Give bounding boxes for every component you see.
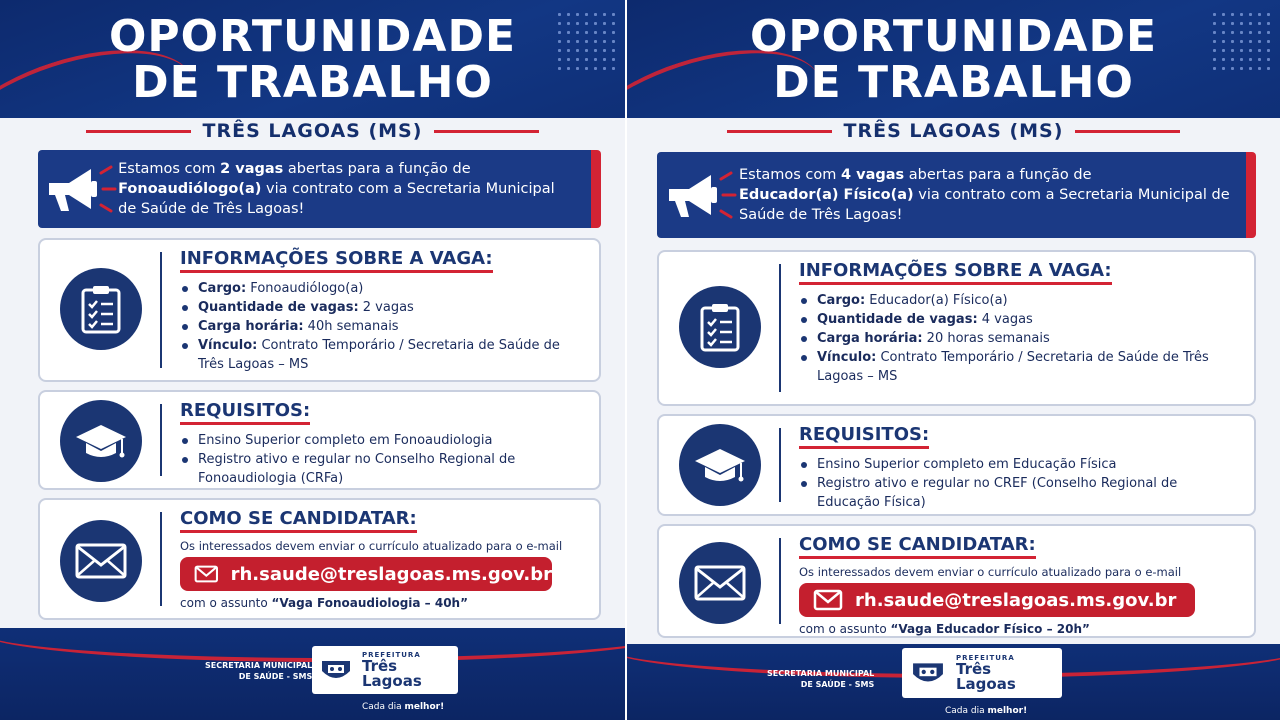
info-heading: INFORMAÇÕES SOBRE A VAGA: (799, 260, 1112, 285)
cargo-label: Cargo: (817, 293, 866, 308)
slogan (945, 706, 1280, 716)
apply-heading: COMO SE CANDIDATAR: (180, 508, 417, 533)
banner-mid: abertas para a função de (283, 161, 471, 177)
logo-lagoas: Lagoas (956, 675, 1016, 693)
vinculo-label: Vínculo: (198, 338, 258, 353)
poster-footer (627, 644, 1280, 720)
list-item (799, 348, 1242, 386)
carga-label: Carga horária: (198, 319, 304, 334)
graduation-cap-icon (60, 400, 142, 482)
logo-prefeitura: PREFEITURA (362, 651, 421, 659)
qtd-label: Quantidade de vagas: (817, 312, 978, 327)
info-list (799, 291, 1242, 386)
sec-line-2: DE SAÚDE - SMS (800, 680, 875, 689)
megaphone-icon (657, 152, 739, 238)
red-divider (86, 130, 191, 133)
logo-text (362, 651, 422, 689)
poster-title (0, 11, 625, 108)
logo-prefeitura: PREFEITURA (956, 654, 1015, 662)
poster-footer (0, 628, 625, 720)
prefeitura-logo (312, 646, 458, 694)
requirements-card (38, 390, 601, 490)
apply-heading: COMO SE CANDIDATAR: (799, 534, 1036, 559)
banner-post: via contrato com a Secretaria Municipal de Saúde de Três Lagoas! (738, 187, 1230, 223)
carga-value: 20 horas semanais (922, 331, 1050, 346)
red-divider (434, 130, 539, 133)
city-crest-icon (908, 657, 948, 689)
info-heading: INFORMAÇÕES SOBRE A VAGA: (180, 248, 493, 273)
logo-tres: Três (956, 660, 992, 678)
sec-line-2: DE SAÚDE - SMS (238, 672, 313, 681)
requirements-content (180, 400, 587, 488)
city-line (0, 118, 625, 144)
sec-line-1: SECRETARIA MUNICIPAL (767, 669, 875, 678)
list-item (799, 310, 1242, 329)
poster-header (627, 0, 1280, 118)
subject-pre: com o assunto (180, 596, 272, 610)
email-address: rh.saude@treslagoas.ms.gov.br (230, 563, 552, 585)
title-line-1: OPORTUNIDADE (108, 11, 517, 62)
card-divider (160, 404, 162, 476)
requirements-list (799, 455, 1242, 512)
apply-content (180, 508, 587, 610)
banner-pre: Estamos com (118, 161, 221, 177)
apply-instructions: Os interessados devem enviar o currículo atualizado para o e-mail (180, 539, 563, 553)
mail-icon (813, 589, 843, 611)
vinculo-label: Vínculo: (817, 350, 877, 365)
info-card (38, 238, 601, 382)
carga-value: 40h semanais (303, 319, 399, 334)
list-item (180, 279, 587, 298)
carga-label: Carga horária: (817, 331, 923, 346)
poster-title (627, 11, 1280, 108)
city-crest-icon (318, 655, 354, 685)
email-link[interactable] (180, 557, 552, 591)
announcement-banner (657, 152, 1256, 238)
qtd-value: 2 vagas (358, 300, 414, 315)
graduation-cap-icon (679, 424, 761, 506)
card-divider (160, 252, 162, 368)
poster-header (0, 0, 625, 118)
subject-value: “Vaga Fonoaudiologia – 40h” (271, 596, 468, 610)
banner-text (118, 159, 591, 219)
email-address: rh.saude@treslagoas.ms.gov.br (855, 589, 1177, 611)
slogan-pre: Cada dia (945, 706, 988, 716)
red-divider (1075, 130, 1180, 133)
banner-text (739, 165, 1246, 225)
card-divider (779, 538, 781, 624)
announcement-banner (38, 150, 601, 228)
list-item (180, 336, 587, 374)
secretaria-label (767, 668, 874, 690)
poster-educador-fisico (627, 0, 1280, 720)
card-divider (779, 264, 781, 392)
envelope-icon (60, 520, 142, 602)
requirements-heading: REQUISITOS: (799, 424, 929, 449)
requirements-heading: REQUISITOS: (180, 400, 310, 425)
megaphone-icon (38, 150, 118, 228)
list-item: Ensino Superior completo em Educação Física (799, 455, 1242, 474)
city-name: TRÊS LAGOAS (MS) (843, 120, 1064, 142)
clipboard-icon (60, 268, 142, 350)
red-divider (727, 130, 832, 133)
title-line-2: DE TRABALHO (132, 57, 493, 108)
banner-post: via contrato com a Secretaria Municipal de Saúde de Três Lagoas! (118, 181, 555, 217)
sec-line-1: SECRETARIA MUNICIPAL (205, 661, 313, 670)
info-content (799, 260, 1242, 386)
info-card (657, 250, 1256, 406)
banner-role: Fonoaudiólogo(a) (118, 181, 262, 197)
card-divider (779, 428, 781, 502)
city-line (627, 118, 1280, 144)
list-item: Registro ativo e regular no CREF (Conselho Regional de Educação Física) (799, 474, 1242, 512)
banner-role: Educador(a) Físico(a) (738, 187, 914, 203)
list-item: Ensino Superior completo em Fonoaudiologia (180, 431, 587, 450)
requirements-card (657, 414, 1256, 516)
apply-instructions: Os interessados devem enviar o currículo atualizado para o e-mail (799, 565, 1182, 579)
slogan-bold: melhor! (404, 702, 445, 712)
cargo-label: Cargo: (198, 281, 247, 296)
logo-lagoas: Lagoas (362, 672, 422, 690)
qtd-value: 4 vagas (977, 312, 1033, 327)
city-name: TRÊS LAGOAS (MS) (202, 120, 423, 142)
logo-tres: Três (362, 657, 398, 675)
mail-icon (194, 563, 219, 585)
requirements-content (799, 424, 1242, 512)
title-line-1: OPORTUNIDADE (749, 11, 1158, 62)
email-link[interactable] (799, 583, 1195, 617)
list-item (180, 317, 587, 336)
clipboard-icon (679, 286, 761, 368)
list-item (799, 291, 1242, 310)
poster-fonoaudiologo (0, 0, 625, 720)
info-content (180, 248, 587, 374)
slogan-pre: Cada dia (362, 702, 405, 712)
cargo-value: Fonoaudiólogo(a) (246, 281, 364, 296)
title-line-2: DE TRABALHO (773, 57, 1134, 108)
subject-value: “Vaga Educador Físico – 20h” (890, 622, 1090, 636)
secretaria-label (205, 660, 312, 682)
vinculo-value: Contrato Temporário / Secretaria de Saúde de Três Lagoas – MS (198, 338, 560, 372)
qtd-label: Quantidade de vagas: (198, 300, 359, 315)
banner-pre: Estamos com (738, 167, 842, 183)
logo-text (956, 654, 1016, 692)
info-list (180, 279, 587, 374)
prefeitura-logo (902, 648, 1062, 698)
cargo-value: Educador(a) Físico(a) (865, 293, 1008, 308)
list-item (799, 329, 1242, 348)
slogan (230, 702, 625, 712)
banner-count: 2 vagas (220, 161, 284, 177)
card-divider (160, 512, 162, 606)
vinculo-value: Contrato Temporário / Secretaria de Saúde de Três Lagoas – MS (817, 350, 1209, 384)
slogan-bold: melhor! (987, 706, 1028, 716)
subject-pre: com o assunto (799, 622, 891, 636)
list-item (180, 298, 587, 317)
envelope-icon (679, 542, 761, 624)
requirements-list (180, 431, 587, 488)
list-item: Registro ativo e regular no Conselho Regional de Fonoaudiologia (CRFa) (180, 450, 587, 488)
banner-mid: abertas para a função de (904, 167, 1092, 183)
banner-count: 4 vagas (841, 167, 905, 183)
